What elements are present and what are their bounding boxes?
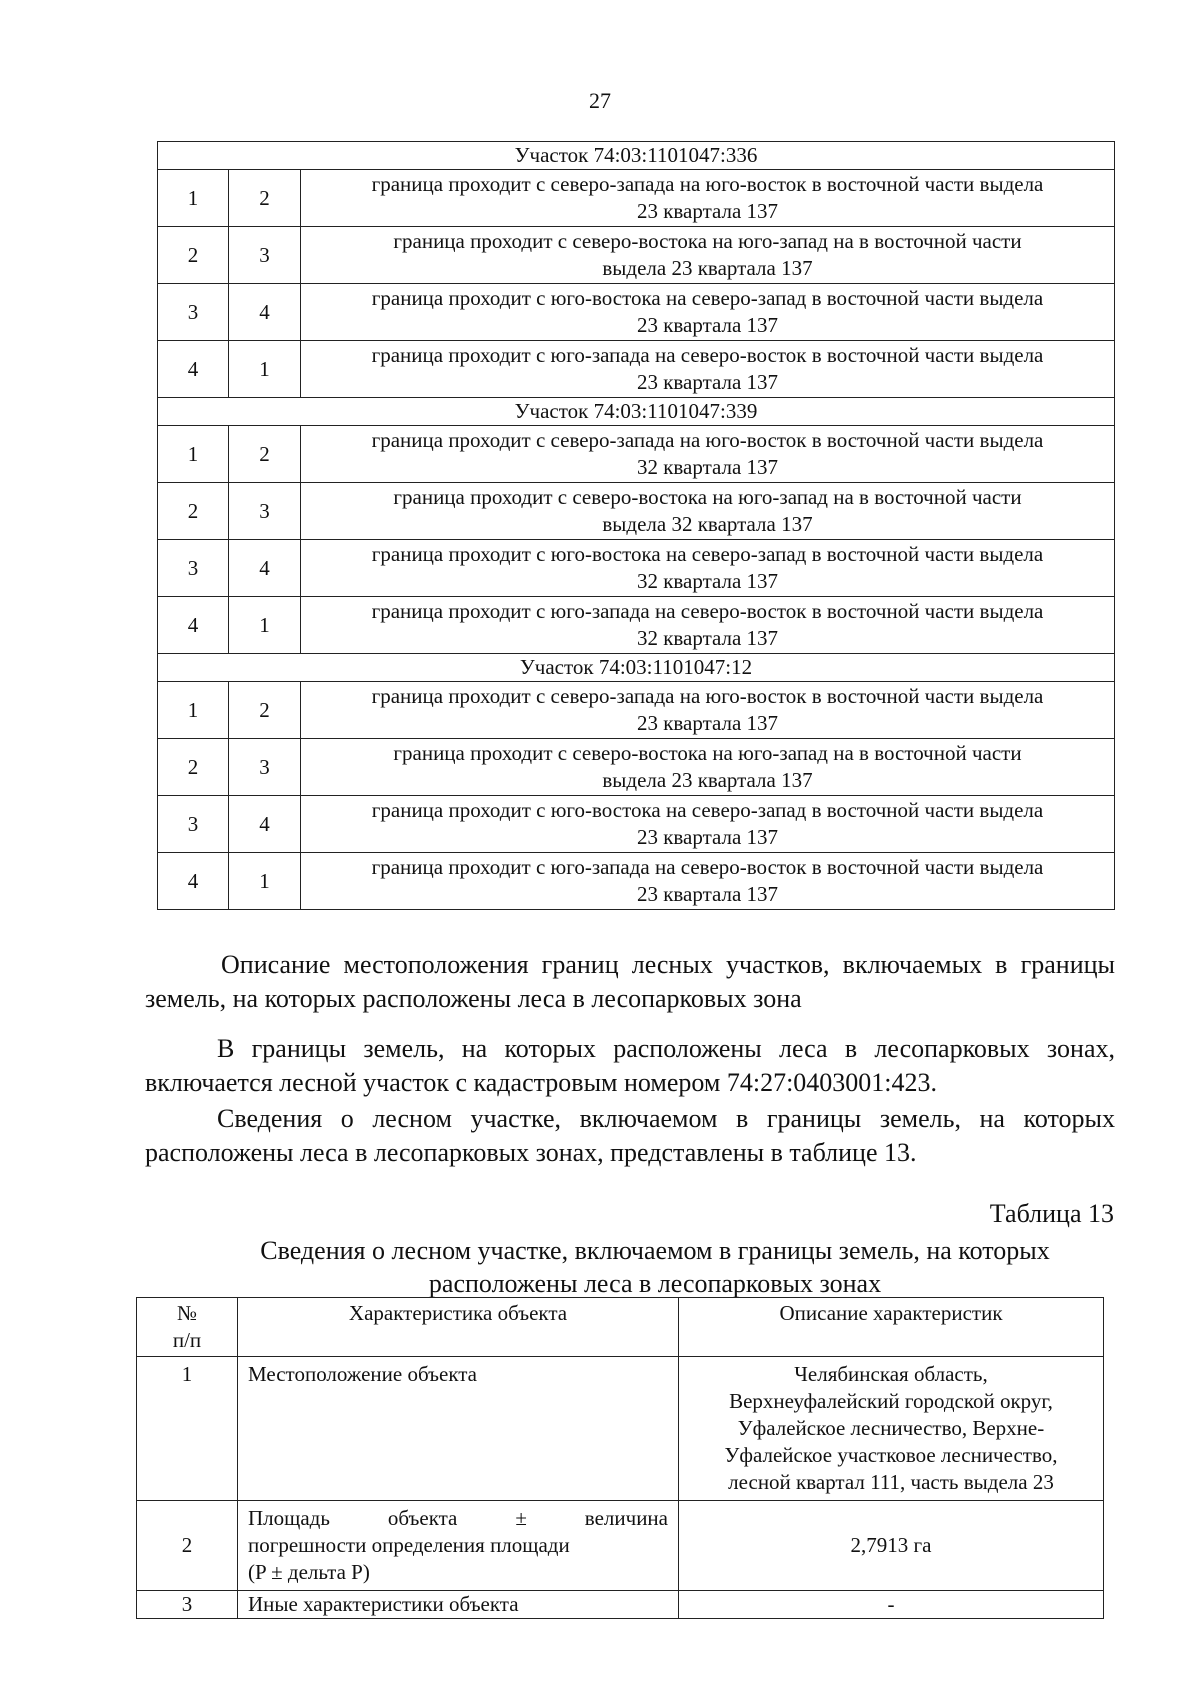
boundary-description <box>301 739 1115 796</box>
boundary-row <box>158 483 1115 540</box>
table-caption <box>200 1234 1110 1300</box>
section-heading: Описание местоположения границ лесных участков, включаемых в границы земель, на которых расположены леса в лесопарковых зона <box>145 950 1115 1013</box>
boundary-description-line: граница проходит с северо-запада на юго-восток в восточной части выдела <box>371 684 1044 708</box>
page-number: 27 <box>589 88 611 113</box>
point-to: 4 <box>229 540 301 597</box>
boundary-description-line: граница проходит с юго-запада на северо-восток в восточной части выдела <box>371 599 1044 623</box>
point-to: 3 <box>229 227 301 284</box>
boundary-description <box>301 853 1115 910</box>
boundary-description-line: 23 квартала 137 <box>636 370 779 394</box>
table-row-other <box>137 1591 1104 1619</box>
boundary-description-line: 32 квартала 137 <box>636 455 779 479</box>
table-label: Таблица 13 <box>989 1199 1114 1228</box>
point-from: 3 <box>158 796 229 853</box>
boundary-description-line: граница проходит с северо-востока на юго-запад на в восточной части <box>393 485 1022 509</box>
boundary-description <box>301 170 1115 227</box>
boundary-description-line: выдела 23 квартала 137 <box>602 256 813 280</box>
point-from: 1 <box>158 426 229 483</box>
boundary-description <box>301 483 1115 540</box>
boundary-row <box>158 284 1115 341</box>
point-from: 3 <box>158 540 229 597</box>
boundary-description <box>301 227 1115 284</box>
point-to: 3 <box>229 739 301 796</box>
location-line: лесной квартал 111, часть выдела 23 <box>728 1470 1054 1494</box>
boundary-row <box>158 853 1115 910</box>
boundary-description-line: 32 квартала 137 <box>636 626 779 650</box>
row-characteristic: Местоположение объекта <box>238 1357 679 1501</box>
boundary-description <box>301 682 1115 739</box>
plot-cadastral-title: Участок 74:03:1101047:336 <box>158 142 1115 170</box>
boundary-description-line: граница проходит с юго-востока на северо-запад в восточной части выдела <box>371 286 1044 310</box>
boundary-description-line: 23 квартала 137 <box>636 882 779 906</box>
point-to: 1 <box>229 853 301 910</box>
table-header-row <box>137 1298 1104 1357</box>
boundary-row <box>158 540 1115 597</box>
point-from: 2 <box>158 739 229 796</box>
row-description <box>679 1357 1104 1501</box>
boundary-row <box>158 796 1115 853</box>
boundary-description-line: граница проходит с северо-востока на юго-запад на в восточной части <box>393 229 1022 253</box>
point-to: 3 <box>229 483 301 540</box>
location-line: Челябинская область, <box>794 1362 988 1386</box>
plot-cadastral-title: Участок 74:03:1101047:339 <box>158 398 1115 426</box>
header-num <box>137 1298 238 1357</box>
boundary-description-line: граница проходит с юго-запада на северо-восток в восточной части выдела <box>371 855 1044 879</box>
boundary-description-line: выдела 23 квартала 137 <box>602 768 813 792</box>
boundary-description-line: граница проходит с северо-запада на юго-восток в восточной части выдела <box>371 428 1044 452</box>
boundary-row <box>158 341 1115 398</box>
row-description: 2,7913 га <box>679 1501 1104 1591</box>
point-from: 1 <box>158 682 229 739</box>
point-from: 1 <box>158 170 229 227</box>
boundary-description <box>301 284 1115 341</box>
boundary-description-line: 23 квартала 137 <box>636 313 779 337</box>
location-line: Уфалейское лесничество, Верхне- <box>737 1416 1045 1440</box>
boundary-description-line: граница проходит с юго-востока на северо-запад в восточной части выдела <box>371 798 1044 822</box>
boundary-description <box>301 426 1115 483</box>
boundary-description <box>301 341 1115 398</box>
boundary-row <box>158 682 1115 739</box>
row-num: 1 <box>137 1357 238 1501</box>
boundary-description <box>301 597 1115 654</box>
boundary-row <box>158 426 1115 483</box>
point-to: 1 <box>229 597 301 654</box>
point-from: 2 <box>158 227 229 284</box>
table-caption-line-1: Сведения о лесном участке, включаемом в границы земель, на которых <box>260 1236 1050 1265</box>
point-to: 2 <box>229 682 301 739</box>
plot-section-header <box>158 142 1115 170</box>
area-characteristic-line: погрешности определения площади <box>248 1533 570 1557</box>
header-num-abbrev: п/п <box>172 1328 202 1352</box>
boundary-description-table <box>157 141 1115 910</box>
point-from: 2 <box>158 483 229 540</box>
point-from: 4 <box>158 853 229 910</box>
boundary-row <box>158 227 1115 284</box>
plot-section-header <box>158 654 1115 682</box>
table-caption-line-2: расположены леса в лесопарковых зонах <box>428 1269 882 1298</box>
paragraph-table-reference: Сведения о лесном участке, включаемом в границы земель, на которых расположены леса в лесопарковых зонах, представлены в таблице 13. <box>145 1104 1115 1167</box>
area-characteristic-line: (P ± дельта P) <box>248 1560 370 1584</box>
point-to: 2 <box>229 426 301 483</box>
header-characteristic: Характеристика объекта <box>238 1298 679 1357</box>
boundary-description <box>301 540 1115 597</box>
boundary-row <box>158 597 1115 654</box>
plot-cadastral-title: Участок 74:03:1101047:12 <box>158 654 1115 682</box>
header-description: Описание характеристик <box>679 1298 1104 1357</box>
header-num-symbol: № <box>176 1301 198 1325</box>
boundary-row <box>158 739 1115 796</box>
boundary-description-line: 23 квартала 137 <box>636 711 779 735</box>
area-characteristic-line: Площадь объекта ± величина <box>248 1506 668 1530</box>
boundary-description-line: 32 квартала 137 <box>636 569 779 593</box>
row-characteristic: Иные характеристики объекта <box>238 1591 679 1619</box>
point-to: 4 <box>229 796 301 853</box>
point-from: 4 <box>158 597 229 654</box>
boundary-description-line: граница проходит с юго-запада на северо-восток в восточной части выдела <box>371 343 1044 367</box>
point-to: 1 <box>229 341 301 398</box>
boundary-description-line: граница проходит с юго-востока на северо-запад в восточной части выдела <box>371 542 1044 566</box>
point-from: 4 <box>158 341 229 398</box>
plot-section-header <box>158 398 1115 426</box>
boundary-description-line: выдела 32 квартала 137 <box>602 512 813 536</box>
boundary-description-line: граница проходит с северо-востока на юго-запад на в восточной части <box>393 741 1022 765</box>
row-num: 2 <box>137 1501 238 1591</box>
location-line: Верхнеуфалейский городской округ, <box>729 1389 1053 1413</box>
point-to: 2 <box>229 170 301 227</box>
point-to: 4 <box>229 284 301 341</box>
row-description: - <box>679 1591 1104 1619</box>
table-row-area <box>137 1501 1104 1591</box>
paragraph-inclusion: В границы земель, на которых расположены леса в лесопарковых зонах, включается лесной участок с кадастровым номером 74:27:0403001:423. <box>145 1034 1115 1097</box>
forest-plot-info-table <box>136 1297 1104 1619</box>
boundary-row <box>158 170 1115 227</box>
location-line: Уфалейское участковое лесничество, <box>724 1443 1058 1467</box>
row-characteristic <box>238 1501 679 1591</box>
boundary-description-line: граница проходит с северо-запада на юго-восток в восточной части выдела <box>371 172 1044 196</box>
table-row-location <box>137 1357 1104 1501</box>
row-num: 3 <box>137 1591 238 1619</box>
boundary-description <box>301 796 1115 853</box>
point-from: 3 <box>158 284 229 341</box>
boundary-description-line: 23 квартала 137 <box>636 825 779 849</box>
boundary-description-line: 23 квартала 137 <box>636 199 779 223</box>
